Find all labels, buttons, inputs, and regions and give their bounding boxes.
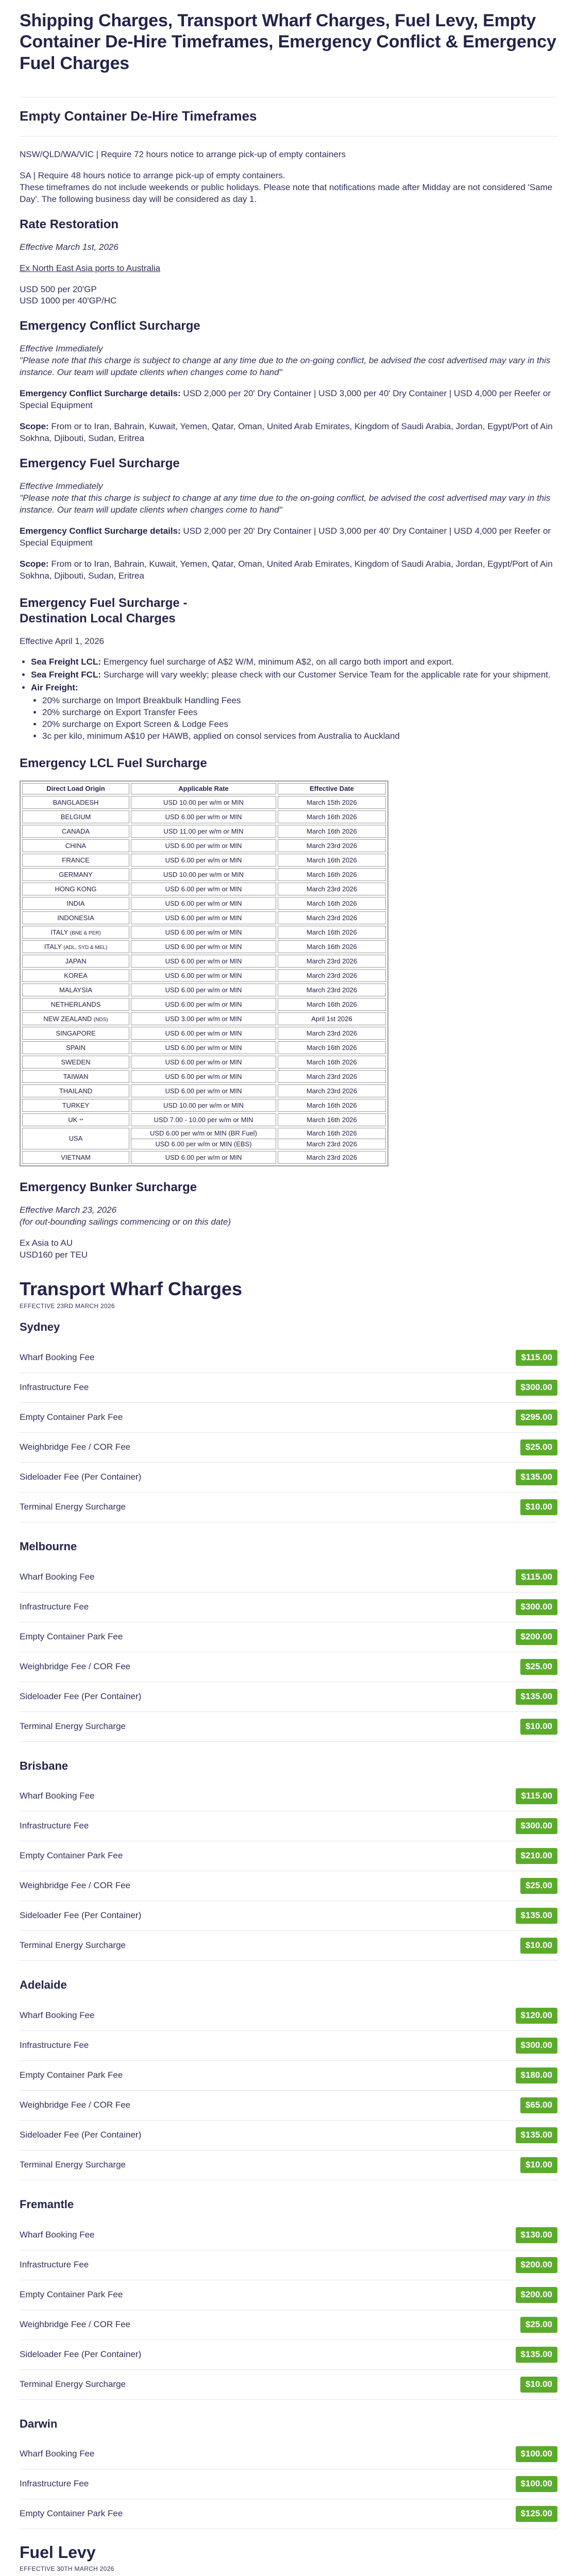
fee-label: Weighbridge Fee / COR Fee [20,1442,131,1452]
table-row [22,810,386,823]
table-row [22,1099,386,1112]
fee-price-badge: $300.00 [516,1599,557,1615]
table-row [22,1041,386,1054]
sub-date: March 23rd 2026 [278,1139,385,1149]
cell-rate [131,1128,276,1149]
destination-heading-line2: Destination Local Charges [20,611,176,625]
fee-row [20,2250,557,2280]
conflict-effective: Effective Immediately [20,344,103,354]
fee-label: Infrastructure Fee [20,1601,89,1612]
fee-price-badge: $115.00 [516,1350,557,1366]
page-title: Shipping Charges, Transport Wharf Charges, Fuel Levy, Empty Container De-Hire Timeframes, Emergency Conflict & Emergency Fuel Charges [20,11,556,73]
list-item [31,656,557,668]
cell-origin: USA [22,1128,129,1149]
wharf-section [20,1278,557,2530]
cell-origin: SPAIN [22,1041,129,1054]
cell-origin: KOREA [22,969,129,982]
city-heading: Sydney [20,1320,60,1334]
fee-price-badge: $300.00 [516,1380,557,1396]
dehire-heading: Empty Container De-Hire Timeframes [20,108,257,124]
fee-row [20,1463,557,1493]
fuel-surcharge-details [20,526,557,549]
table-row [22,998,386,1011]
cell-origin: SINGAPORE [22,1027,129,1040]
fee-row [20,2031,557,2061]
cell-date: March 23rd 2026 [278,839,386,852]
cell-date: March 15th 2026 [278,796,386,809]
fee-label: Terminal Energy Surcharge [20,1501,126,1512]
fee-price-badge: $10.00 [520,2157,557,2173]
cell-origin: HONG KONG [22,883,129,895]
cell-rate: USD 6.00 per w/m or MIN [131,1041,276,1054]
destination-effective: Effective April 1, 2026 [20,636,105,646]
cell-rate: USD 6.00 per w/m or MIN [131,1056,276,1069]
fee-label: Wharf Booking Fee [20,1571,95,1582]
fee-row [20,1343,557,1373]
city-heading: Adelaide [20,1978,67,1992]
table-row [22,1113,386,1126]
origin-note: (NDS) [93,1016,108,1023]
cell-rate: USD 6.00 per w/m or MIN [131,1084,276,1097]
fuel-scope-text: From or to Iran, Bahrain, Kuwait, Yemen, Qatar, Oman, United Arab Emirates, Kingdom of Saudi Arabia, Jordan, Egypt/Port of Ain Sokhna, Djibouti, Sudan, Eritrea [20,558,553,581]
cell-origin: INDIA [22,897,129,910]
fee-row [20,1841,557,1871]
fuel-levy-effective: EFFECTIVE 30TH MARCH 2026 [20,2565,114,2572]
cell-rate: USD 10.00 per w/m or MIN [131,796,276,809]
fee-label: Weighbridge Fee / COR Fee [20,2319,131,2329]
cell-rate: USD 6.00 per w/m or MIN [131,998,276,1011]
origin-note: (ADL, SYD & MEL) [63,944,108,951]
cell-rate: USD 6.00 per w/m or MIN [131,969,276,982]
fee-row [20,2370,557,2400]
table-row [22,911,386,924]
fee-label: Sideloader Fee (Per Container) [20,2130,142,2140]
origin-note: (BNE & PER) [70,930,101,936]
fcl-text: Surcharge will vary weekly; please check with our Customer Service Team for the applicable rate for your shipment. [101,670,551,680]
fee-row [20,1493,557,1522]
bunker-heading: Emergency Bunker Surcharge [20,1180,197,1195]
table-row [22,1070,386,1083]
fee-row [20,2091,557,2121]
table-row [22,1056,386,1069]
sub-date: March 16th 2026 [307,1129,357,1138]
fee-row [20,2221,557,2250]
table-row [22,883,386,895]
fee-row [20,2001,557,2031]
table-row [22,796,386,809]
table-row [22,955,386,968]
fee-label: Infrastructure Fee [20,2259,89,2269]
cell-date: March 23rd 2026 [278,911,386,924]
cell-rate: USD 6.00 per w/m or MIN [131,897,276,910]
table-row [22,1012,386,1025]
cell-date: March 23rd 2026 [278,969,386,982]
fee-label: Infrastructure Fee [20,1382,89,1392]
fee-label: Sideloader Fee (Per Container) [20,2349,142,2359]
fee-row [20,1592,557,1622]
fee-label: Infrastructure Fee [20,2040,89,2050]
fee-price-badge: $25.00 [520,1659,557,1675]
fee-price-badge: $125.00 [516,2506,557,2522]
spacer [20,1742,557,1751]
fee-price-badge: $210.00 [516,1848,557,1864]
cell-rate: USD 11.00 per w/m or MIN [131,825,276,838]
cell-origin: BELGIUM [22,810,129,823]
fee-label: Sideloader Fee (Per Container) [20,1910,142,1921]
cell-date: March 23rd 2026 [278,1084,386,1097]
fee-price-badge: $295.00 [516,1410,557,1426]
rate-restoration-route: Ex North East Asia ports to Australia [20,263,161,273]
fee-label: Wharf Booking Fee [20,1791,95,1801]
rate-restoration-heading: Rate Restoration [20,217,119,231]
fee-price-badge: $10.00 [520,2377,557,2393]
fee-row [20,1901,557,1931]
fee-row [20,1931,557,1961]
fcl-label: Sea Freight FCL: [31,670,101,680]
fee-row [20,1712,557,1742]
fee-row [20,2121,557,2150]
fuel-details-text: USD 2,000 per 20' Dry Container | USD 3,000 per 40' Dry Container | USD 4,000 per Reefer or Special Equipment [20,526,551,548]
cell-rate: USD 10.00 per w/m or MIN [131,1099,276,1112]
fuel-surcharge-section [20,456,557,582]
conflict-scope-label: Scope: [20,421,49,432]
cell-origin [22,1113,129,1126]
fee-price-badge: $130.00 [516,2227,557,2243]
fee-label: Empty Container Park Fee [20,2289,123,2299]
cell-rate: USD 6.00 per w/m or MIN [131,854,276,867]
lcl-label: Sea Freight LCL: [31,657,101,667]
fee-label: Infrastructure Fee [20,1821,89,1831]
fee-label: Sideloader Fee (Per Container) [20,1691,142,1701]
fuel-surcharge-scope [20,558,557,582]
cell-date: March 16th 2026 [278,926,386,939]
cell-origin: MALAYSIA [22,984,129,996]
fee-row [20,1563,557,1592]
cell-origin: TURKEY [22,1099,129,1112]
fee-row [20,1811,557,1841]
fee-price-badge: $180.00 [516,2067,557,2083]
lcl-table [20,781,388,1166]
fee-label: Wharf Booking Fee [20,2010,95,2021]
cell-date: March 16th 2026 [278,1099,386,1112]
table-header-row [22,783,386,794]
table-row [22,940,386,953]
fee-price-badge: $115.00 [516,1569,557,1585]
fee-row [20,1652,557,1682]
rate-restoration-section [20,217,557,308]
fee-label: Wharf Booking Fee [20,2229,95,2240]
wharf-heading: Transport Wharf Charges [20,1278,243,1299]
rate-restoration-40: USD 1000 per 40'GP/HC [20,296,117,306]
cell-origin: CANADA [22,825,129,838]
fee-label: Terminal Energy Surcharge [20,1721,126,1731]
fee-row [20,2499,557,2529]
destination-heading [20,596,557,626]
city-heading: Melbourne [20,1539,77,1553]
air-sublist [42,695,557,742]
sub-rate: USD 6.00 per w/m or MIN (EBS) [131,1139,276,1149]
cell-date: March 16th 2026 [278,940,386,953]
fee-label: Weighbridge Fee / COR Fee [20,1880,131,1891]
cell-date: March 16th 2026 [278,810,386,823]
spacer [20,1961,557,1970]
cell-date: March 23rd 2026 [278,1151,386,1164]
fee-price-badge: $10.00 [520,1938,557,1954]
fee-price-badge: $115.00 [516,1788,557,1804]
cell-rate: USD 6.00 per w/m or MIN [131,940,276,953]
bunker-section [20,1180,557,1261]
fee-row [20,2439,557,2469]
table-row [22,984,386,996]
cell-rate: USD 3.00 per w/m or MIN [131,1012,276,1025]
table-row [22,825,386,838]
fee-price-badge: $10.00 [520,1719,557,1735]
fee-label: Sideloader Fee (Per Container) [20,1471,142,1482]
fee-label: Empty Container Park Fee [20,2509,123,2519]
fee-price-badge: $200.00 [516,1629,557,1645]
cell-origin: SWEDEN [22,1056,129,1069]
cell-origin: BANGLADESH [22,796,129,809]
cell-date: March 16th 2026 [278,825,386,838]
lcl-section [20,756,557,1166]
spacer [20,2400,557,2409]
cell-date: March 23rd 2026 [278,1027,386,1040]
fee-price-badge: $25.00 [520,1878,557,1894]
conflict-details [20,388,557,412]
list-item [31,669,557,681]
fee-row [20,2280,557,2310]
fuel-surcharge-heading: Emergency Fuel Surcharge [20,456,180,470]
fee-price-badge: $100.00 [516,2446,557,2462]
cell-rate: USD 6.00 per w/m or MIN [131,810,276,823]
column-header: Effective Date [278,783,386,794]
cell-origin [22,940,129,953]
wharf-effective: EFFECTIVE 23RD MARCH 2026 [20,1302,115,1310]
conflict-section [20,318,557,445]
rate-restoration-20: USD 500 per 20'GP [20,284,97,294]
cell-date: March 23rd 2026 [278,955,386,968]
cell-origin: JAPAN [22,955,129,968]
list-item: • 3c per kilo, minimum A$10 per HAWB, applied on consol services from Australia to Auckland [42,731,557,742]
table-row [22,1128,386,1149]
cell-date: March 23rd 2026 [278,883,386,895]
cell-origin: CHINA [22,839,129,852]
conflict-scope [20,421,557,445]
table-row [22,839,386,852]
column-header: Direct Load Origin [22,783,129,794]
divider [20,136,557,137]
table-row [22,1084,386,1097]
spacer [20,1522,557,1532]
fee-price-badge: $135.00 [516,2347,557,2363]
table-row [22,1151,386,1164]
fee-label: Empty Container Park Fee [20,1412,123,1422]
cell-origin: VIETNAM [22,1151,129,1164]
conflict-scope-text: From or to Iran, Bahrain, Kuwait, Yemen, Qatar, Oman, United Arab Emirates, Kingdom of Saudi Arabia, Jordan, Egypt/Port of Ain Sokhna, Djibouti, Sudan, Eritrea [20,421,553,444]
cell-origin [22,926,129,939]
city-heading: Darwin [20,2417,58,2430]
cell-origin: TAIWAN [22,1070,129,1083]
list-item [31,682,557,742]
conflict-details-label: Emergency Conflict Surcharge details: [20,388,181,399]
fee-price-badge: $135.00 [516,1908,557,1924]
cell-origin: GERMANY [22,868,129,881]
cell-rate: USD 6.00 per w/m or MIN [131,883,276,895]
fee-row [20,1622,557,1652]
dehire-line1: NSW/QLD/WA/VIC | Require 72 hours notice to arrange pick-up of empty containers [20,149,346,159]
fuel-surcharge-notice: "Please note that this charge is subject to change at any time due to the on-going conflict, be advised the cost advertised may vary in this instance. Our team will update clients when changes come to hand" [20,493,551,515]
fee-row [20,1373,557,1403]
origin-note: ** [79,1117,83,1124]
fee-price-badge: $200.00 [516,2287,557,2303]
cell-date: April 1st 2026 [278,1012,386,1025]
dehire-line3: These timeframes do not include weekends or public holidays. Please note that notifications made after Midday are not considered 'Same Day'. The following business day will be considered as day 1. [20,182,553,204]
cell-origin: INDONESIA [22,911,129,924]
conflict-details-text: USD 2,000 per 20' Dry Container | USD 3,000 per 40' Dry Container | USD 4,000 per Reefer or Special Equipment [20,388,551,411]
fuel-levy-heading: Fuel Levy [20,2543,96,2562]
fee-price-badge: $100.00 [516,2476,557,2492]
fee-row [20,1782,557,1811]
destination-list [31,656,557,742]
fee-row [20,2469,557,2499]
column-header: Applicable Rate [131,783,276,794]
fee-row [20,1433,557,1463]
conflict-notice: "Please note that this charge is subject to change at any time due to the on-going conflict, be advised the cost advertised may vary in this instance. Our team will update clients when changes come to hand" [20,355,551,378]
cell-rate: USD 6.00 per w/m or MIN [131,926,276,939]
cell-date: March 16th 2026 [278,998,386,1011]
cell-date: March 16th 2026 [278,1041,386,1054]
fee-price-badge: $65.00 [520,2097,557,2113]
fee-label: Empty Container Park Fee [20,2070,123,2080]
dehire-line2: SA | Require 48 hours notice to arrange pick-up of empty containers. [20,170,285,180]
city-heading: Brisbane [20,1759,69,1772]
fee-row [20,2340,557,2370]
cell-rate: USD 6.00 per w/m or MIN [131,1070,276,1083]
fee-price-badge: $10.00 [520,1499,557,1515]
fee-label: Wharf Booking Fee [20,1352,95,1362]
fuel-levy-section [20,2543,557,2576]
cell-date: March 16th 2026 [278,854,386,867]
fee-row [20,1682,557,1712]
cell-date: March 16th 2026 [278,868,386,881]
table-row [22,1027,386,1040]
cell-origin: THAILAND [22,1084,129,1097]
fee-label: Empty Container Park Fee [20,1851,123,1861]
cell-rate: USD 6.00 per w/m or MIN [131,911,276,924]
fee-row [20,2310,557,2340]
fee-price-badge: $135.00 [516,1689,557,1705]
list-item: • 20% surcharge on Import Breakbulk Handling Fees [42,695,557,707]
cell-date: March 23rd 2026 [278,1070,386,1083]
table-row [22,868,386,881]
fuel-scope-label: Scope: [20,558,49,569]
fee-price-badge: $300.00 [516,1818,557,1834]
cell-rate: USD 6.00 per w/m or MIN [131,984,276,996]
rate-restoration-effective: Effective March 1st, 2026 [20,242,118,252]
lcl-heading: Emergency LCL Fuel Surcharge [20,756,207,771]
origin-name: UK [68,1115,78,1124]
cell-rate: USD 7.00 - 10.00 per w/m or MIN [131,1113,276,1126]
fee-price-badge: $135.00 [516,2127,557,2143]
cell-rate: USD 6.00 per w/m or MIN [131,1151,276,1164]
origin-name: NEW ZEALAND [43,1014,92,1023]
spacer [20,2180,557,2190]
fuel-details-label: Emergency Conflict Surcharge details: [20,526,181,536]
fee-price-badge: $135.00 [516,1469,557,1485]
cell-date: March 16th 2026 [278,1113,386,1126]
list-item: • 20% surcharge on Export Transfer Fees [42,707,557,719]
fee-label: Wharf Booking Fee [20,2449,95,2459]
bunker-note: (for out-bounding sailings commencing or on this date) [20,1217,231,1227]
cell-date: March 16th 2026 [278,1056,386,1069]
origin-name: ITALY [44,942,62,951]
lcl-text: Emergency fuel surcharge of A$2 W/M, minimum A$2, on all cargo both import and export. [101,657,454,667]
fee-row [20,1403,557,1433]
cell-date: March 16th 2026 [278,897,386,910]
table-row [22,854,386,867]
fee-label: Infrastructure Fee [20,2479,89,2489]
cell-rate: USD 6.00 per w/m or MIN [131,839,276,852]
bunker-rate: USD160 per TEU [20,1249,88,1260]
cell-rate: USD 6.00 per w/m or MIN [131,955,276,968]
city-heading: Fremantle [20,2198,74,2211]
sub-rate: USD 6.00 per w/m or MIN (BR Fuel) [149,1129,258,1138]
fee-price-badge: $25.00 [520,1439,557,1455]
fee-label: Weighbridge Fee / COR Fee [20,2100,131,2110]
fee-price-badge: $25.00 [520,2317,557,2333]
cell-rate: USD 10.00 per w/m or MIN [131,868,276,881]
destination-section [20,596,557,743]
fee-label: Weighbridge Fee / COR Fee [20,1661,131,1671]
conflict-heading: Emergency Conflict Surcharge [20,319,200,333]
cell-origin [22,1012,129,1025]
dehire-section [20,108,557,205]
fee-row [20,2061,557,2091]
origin-name: ITALY [50,928,69,936]
fee-row [20,1871,557,1901]
fee-label: Terminal Energy Surcharge [20,2379,126,2389]
fee-label: Empty Container Park Fee [20,1631,123,1641]
bunker-effective: Effective March 23, 2026 [20,1205,117,1215]
cell-date [278,1128,386,1149]
cell-origin: FRANCE [22,854,129,867]
bunker-route: Ex Asia to AU [20,1238,73,1248]
destination-heading-line1: Emergency Fuel Surcharge - [20,596,188,610]
air-label: Air Freight: [31,683,78,693]
fee-row [20,2150,557,2180]
table-row [22,926,386,939]
fee-price-badge: $200.00 [516,2257,557,2273]
cell-rate: USD 6.00 per w/m or MIN [131,1027,276,1040]
fee-price-badge: $120.00 [516,2008,557,2024]
table-row [22,969,386,982]
list-item: • 20% surcharge on Export Screen & Lodge Fees [42,719,557,731]
table-row [22,897,386,910]
fee-label: Terminal Energy Surcharge [20,1940,126,1951]
wharf-cities [20,1319,557,2529]
fuel-surcharge-effective: Effective Immediately [20,481,103,491]
cell-date: March 23rd 2026 [278,984,386,996]
fee-price-badge: $300.00 [516,2038,557,2054]
fee-label: Terminal Energy Surcharge [20,2160,126,2170]
cell-origin: NETHERLANDS [22,998,129,1011]
